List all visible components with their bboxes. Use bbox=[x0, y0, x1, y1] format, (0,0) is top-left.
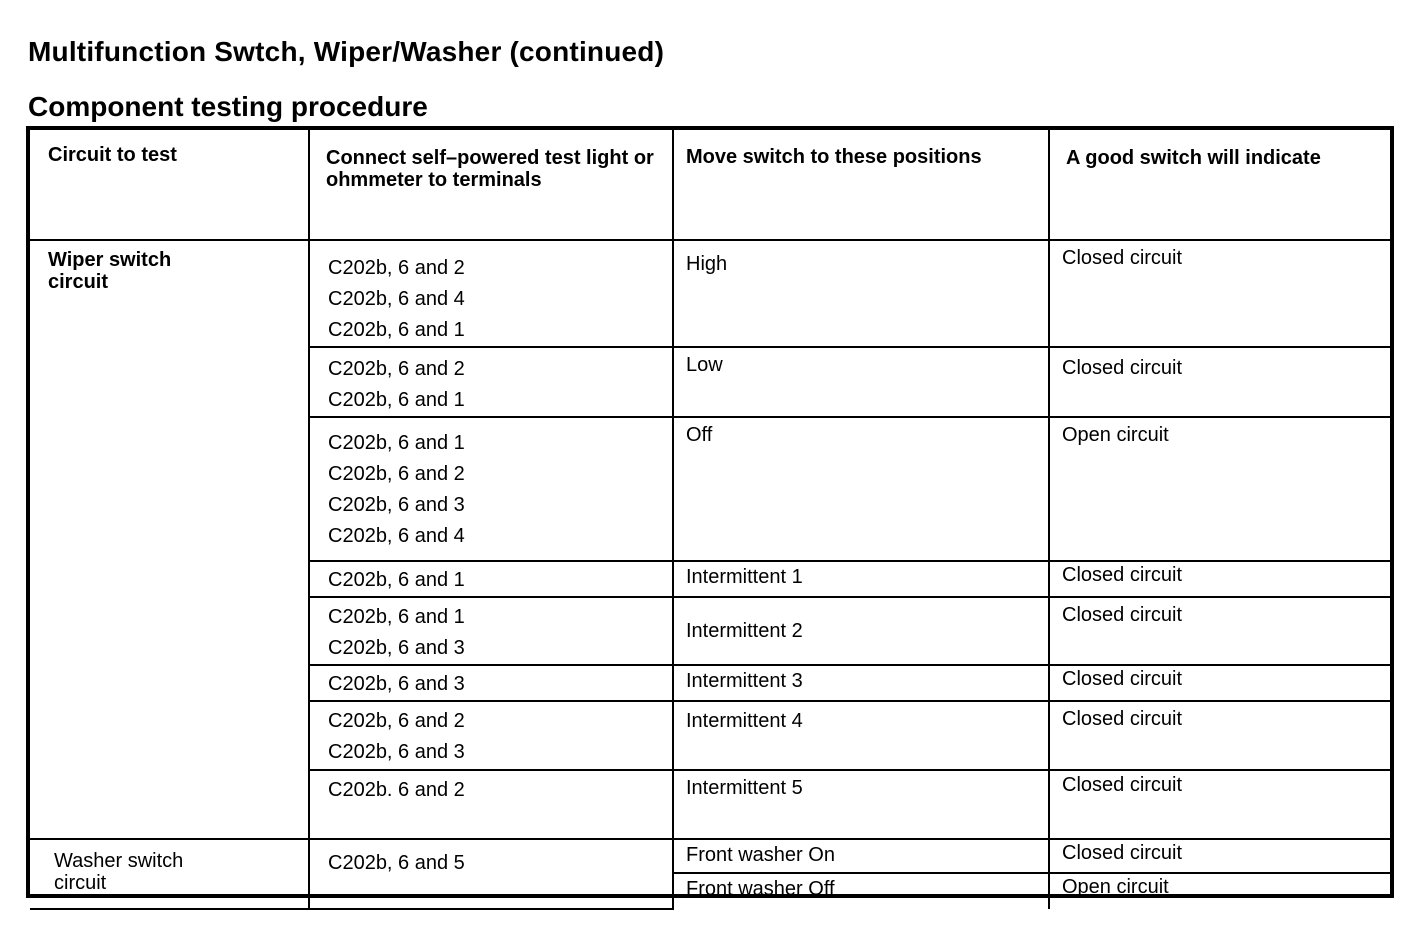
header-circuit-label: Circuit to test bbox=[48, 144, 177, 166]
result-cell bbox=[1049, 701, 1390, 770]
result-label: Closed circuit bbox=[1062, 708, 1183, 730]
table-row bbox=[30, 839, 1390, 873]
terminal-item: C202b. 6 and 2 bbox=[328, 779, 465, 801]
position-cell bbox=[673, 561, 1049, 597]
terminals-cell bbox=[309, 839, 673, 909]
washer-circuit-label: Washer switch circuit bbox=[54, 850, 184, 894]
terminal-list bbox=[310, 598, 672, 664]
header-result-label: A good switch will indicate bbox=[1066, 147, 1321, 169]
header-move-label: Move switch to these positions bbox=[686, 146, 982, 168]
terminals-cell bbox=[309, 417, 673, 561]
result-label: Closed circuit bbox=[1062, 564, 1183, 586]
terminal-list bbox=[310, 771, 672, 806]
position-label: Front washer On bbox=[686, 844, 835, 866]
terminal-item: C202b, 6 and 3 bbox=[328, 494, 465, 516]
terminal-list bbox=[310, 562, 672, 596]
terminals-cell bbox=[309, 701, 673, 770]
header-move bbox=[673, 130, 1049, 240]
terminals-cell bbox=[309, 561, 673, 597]
washer-circuit-cell bbox=[30, 839, 309, 909]
header-row bbox=[30, 130, 1390, 240]
section-title: Component testing procedure bbox=[28, 91, 428, 122]
terminal-item: C202b, 6 and 3 bbox=[328, 741, 465, 763]
document-title: Multifunction Swtch, Wiper/Washer (continued) bbox=[28, 36, 665, 67]
terminal-item: C202b, 6 and 1 bbox=[328, 606, 465, 628]
terminals-cell bbox=[309, 770, 673, 839]
position-label: Intermittent 5 bbox=[686, 777, 803, 799]
position-cell bbox=[673, 701, 1049, 770]
result-label: Open circuit bbox=[1062, 876, 1169, 898]
terminal-item: C202b, 6 and 2 bbox=[328, 463, 465, 485]
result-cell bbox=[1049, 665, 1390, 701]
position-label: Intermittent 4 bbox=[686, 710, 803, 732]
wiper-circuit-cell bbox=[30, 240, 309, 839]
terminal-item: C202b, 6 and 1 bbox=[328, 432, 465, 454]
terminal-list bbox=[310, 840, 672, 879]
terminal-item: C202b, 6 and 1 bbox=[328, 389, 465, 411]
position-cell bbox=[673, 770, 1049, 839]
position-cell bbox=[673, 665, 1049, 701]
result-cell bbox=[1049, 561, 1390, 597]
terminal-item: C202b, 6 and 2 bbox=[328, 710, 465, 732]
terminal-item: C202b, 6 and 3 bbox=[328, 637, 465, 659]
position-label: Low bbox=[686, 354, 723, 376]
terminal-item: C202b, 6 and 2 bbox=[328, 257, 465, 279]
position-label: Off bbox=[686, 424, 713, 446]
position-cell bbox=[673, 597, 1049, 665]
terminal-item: C202b, 6 and 3 bbox=[328, 673, 465, 695]
result-cell bbox=[1049, 347, 1390, 417]
position-cell bbox=[673, 417, 1049, 561]
component-testing-table bbox=[26, 126, 1394, 898]
terminals-cell bbox=[309, 240, 673, 347]
result-cell bbox=[1049, 839, 1390, 873]
terminal-item: C202b, 6 and 1 bbox=[328, 569, 465, 591]
result-cell bbox=[1049, 873, 1390, 909]
terminals-cell bbox=[309, 597, 673, 665]
result-label: Open circuit bbox=[1062, 424, 1169, 446]
result-label: Closed circuit bbox=[1062, 842, 1183, 864]
result-cell bbox=[1049, 770, 1390, 839]
terminal-list bbox=[310, 348, 672, 416]
result-cell bbox=[1049, 240, 1390, 347]
terminal-item: C202b, 6 and 1 bbox=[328, 319, 465, 341]
terminal-list bbox=[310, 702, 672, 768]
position-label: Front washer Off bbox=[686, 878, 835, 900]
position-label: High bbox=[686, 253, 728, 275]
table-row bbox=[30, 240, 1390, 347]
result-label: Closed circuit bbox=[1062, 668, 1183, 690]
position-cell bbox=[673, 240, 1049, 347]
position-label: Intermittent 1 bbox=[686, 566, 803, 588]
result-label: Closed circuit bbox=[1062, 604, 1183, 626]
result-label: Closed circuit bbox=[1062, 247, 1183, 269]
position-cell bbox=[673, 347, 1049, 417]
header-result bbox=[1049, 130, 1390, 240]
terminal-list bbox=[310, 241, 672, 346]
header-connect-label: Connect self–powered test light or ohmmeter to terminals bbox=[326, 147, 654, 191]
result-label: Closed circuit bbox=[1062, 774, 1183, 796]
terminal-item: C202b, 6 and 4 bbox=[328, 288, 465, 310]
wiper-circuit-label: Wiper switch circuit bbox=[48, 249, 172, 293]
terminal-list bbox=[310, 666, 672, 700]
position-label: Intermittent 3 bbox=[686, 670, 803, 692]
terminal-item: C202b, 6 and 4 bbox=[328, 525, 465, 547]
terminal-item: C202b, 6 and 2 bbox=[328, 358, 465, 380]
result-cell bbox=[1049, 597, 1390, 665]
position-cell bbox=[673, 839, 1049, 873]
position-label: Intermittent 2 bbox=[686, 620, 803, 642]
test-procedure-grid bbox=[30, 130, 1390, 910]
header-circuit bbox=[30, 130, 309, 240]
result-cell bbox=[1049, 417, 1390, 561]
result-label: Closed circuit bbox=[1062, 357, 1183, 379]
terminal-list bbox=[310, 418, 672, 552]
position-cell bbox=[673, 873, 1049, 909]
terminal-item: C202b, 6 and 5 bbox=[328, 852, 465, 874]
terminals-cell bbox=[309, 347, 673, 417]
terminals-cell bbox=[309, 665, 673, 701]
header-connect bbox=[309, 130, 673, 240]
